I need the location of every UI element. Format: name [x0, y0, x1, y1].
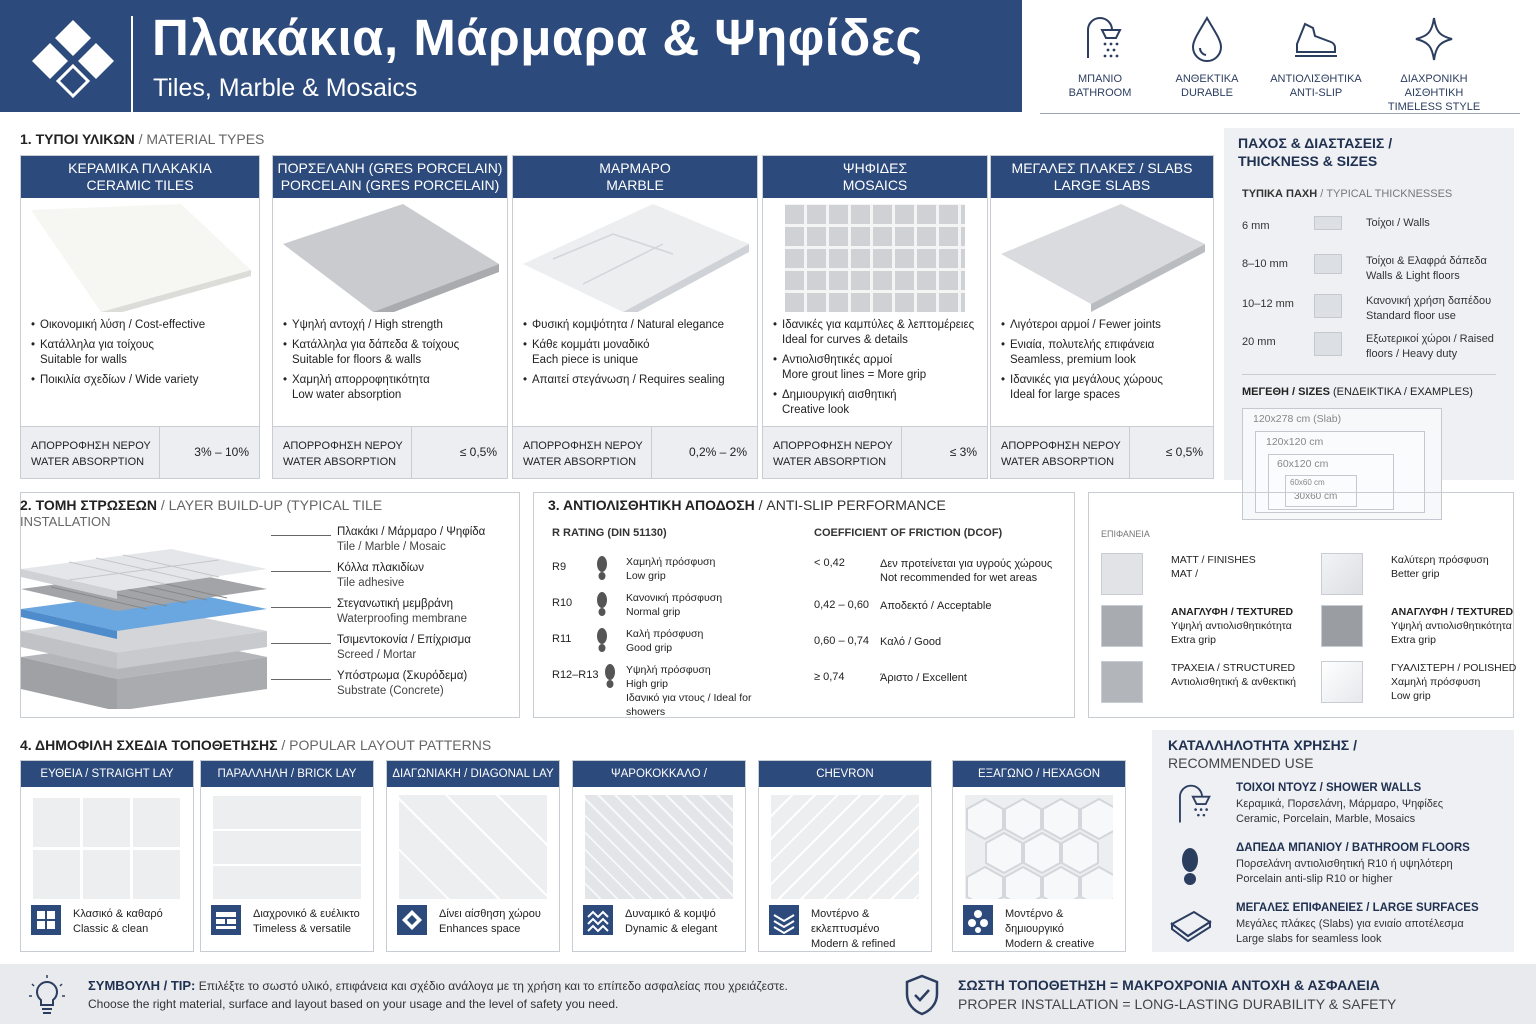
- sparkle-icon: [1412, 14, 1456, 64]
- card-header: ΜΑΡΜΑΡΟ MARBLE: [513, 156, 757, 198]
- absorption-value: ≤ 3%: [949, 445, 977, 459]
- grid-icon: [31, 905, 61, 935]
- layer-label-screed: Τσιμεντοκονία / Επίχρισμα Screed / Mortar: [337, 634, 471, 661]
- absorption-footer: ΑΠΟΡΡΟΦΗΣΗ ΝΕΡΟΥ WATER ABSORPTION 0,2% – 2%: [513, 426, 757, 478]
- footprint-icon: [602, 663, 618, 689]
- section-title-layouts: 4. ΔΗΜΟΦΙΛΗ ΣΧΕΔΙΑ ΤΟΠΟΘΕΤΗΣΗΣ / POPULAR LAYOUT PATTERNS: [20, 737, 492, 753]
- chevron-icon: [769, 905, 799, 935]
- installation-slogan-en: PROPER INSTALLATION = LONG-LASTING DURABILITY & SAFETY: [958, 996, 1397, 1012]
- shield-check-icon: [904, 974, 940, 1016]
- shower-icon: [1078, 14, 1122, 64]
- layout-patterns-row: [20, 760, 1140, 952]
- layer-label-substrate: Υπόστρωμα (Σκυρόδεμα) Substrate (Concrete): [337, 670, 468, 697]
- card-header: ΚΕΡΑΜΙΚΑ ΠΛΑΚΑΚΙΑ CERAMIC TILES: [21, 156, 259, 198]
- page-title: Πλακάκια, Μάρμαρα & Ψηφίδες: [152, 9, 923, 66]
- footprint-icon: [594, 555, 610, 581]
- diamond-icon: [397, 905, 427, 935]
- large-slab-image: [1001, 204, 1205, 312]
- footprint-icon: [594, 591, 610, 617]
- footer-bar: [0, 964, 1536, 1024]
- card-bullets: • Λιγότεροι αρμοί / Fewer joints • Ενιαία, πολυτελής επιφάνεια Seamless, premium look • Ιδανικές για μεγάλους χώρους Ideal for large spaces: [1001, 318, 1207, 408]
- footprint-icon: [1168, 842, 1214, 888]
- panel-title: ΚΑΤΑΛΛΗΛΟΤΗΤΑ ΧΡΗΣΗΣ / RECOMMENDED USE: [1168, 737, 1357, 771]
- material-card-porcelain: [272, 155, 508, 479]
- leader-line: [271, 679, 331, 680]
- feature-antislip: ΑΝΤΙΟΛΙΣΘΗΤΙΚΑ ANTI-SLIP: [1261, 14, 1371, 100]
- herringbone-icon: [583, 905, 613, 935]
- mosaic-grid-image: [785, 204, 965, 312]
- size-box-60x60: 60x60 cm 30x60 cm: [1285, 475, 1357, 507]
- shoe-icon: [1291, 14, 1341, 64]
- recommended-use-panel: ΚΑΤΑΛΛΗΛΟΤΗΤΑ ΧΡΗΣΗΣ / RECOMMENDED USE ΤΟΙΧΟΙ ΝΤΟΥΖ / SHOWER WALLS Κεραμικά, Πορσελάνη, Μάρμαρο, Ψηφίδες Ceramic, Porcelain, Marble, Mosaics ΔΑΠΕΔΑ ΜΠΑΝΙΟΥ / BATHROOM FLOORS Πορσελάνη αντιολισθητική R10 ή υψηλότερη Porcelain anti-slip R10 or higher ΜΕΓΑΛΕΣ ΕΠΙΦΑΝΕΙΕΣ / LARGE SURFACES Μεγάλες πλάκες (Slabs) για ενιαίο αποτέλεσμα Large slabs for seamless look: [1152, 730, 1514, 952]
- page-subtitle: Tiles, Marble & Mosaics: [153, 74, 418, 102]
- tile-logo-icon: [28, 18, 118, 98]
- slab-icon: [1168, 902, 1214, 948]
- leader-line: [271, 571, 331, 572]
- layer-label-adhesive: Κόλλα πλακιδίων Tile adhesive: [337, 562, 425, 589]
- feature-timeless: ΔΙΑΧΡΟΝΙΚΗ ΑΙΣΘΗΤΙΚΗ TIMELESS STYLE: [1374, 14, 1494, 114]
- leader-line: [271, 643, 331, 644]
- header-divider: [131, 16, 133, 112]
- dcof-header: COEFFICIENT OF FRICTION (DCOF): [814, 527, 1003, 539]
- section-title-layers: 2. ΤΟΜΗ ΣΤΡΩΣΕΩΝ / LAYER BUILD-UP (TYPICAL TILE INSTALLATION: [20, 497, 383, 529]
- absorption-footer: ΑΠΟΡΡΟΦΗΣΗ ΝΕΡΟΥ WATER ABSORPTION ≤ 0,5%: [991, 426, 1213, 478]
- card-bullets: • Οικονομική λύση / Cost-effective • Κατάλληλα για τοίχους Suitable for walls • Ποικιλία σχεδίων / Wide variety: [31, 318, 253, 393]
- size-box-slab: 120x278 cm (Slab) 120x120 cm 60x120 cm 60x60 cm 30x60 cm: [1242, 408, 1442, 520]
- tip-text-en: Choose the right material, surface and layout based on your usage and the level of safety you need.: [88, 997, 619, 1011]
- feature-bathroom: ΜΠΑΝΙΟ BATHROOM: [1045, 14, 1155, 100]
- absorption-footer: ΑΠΟΡΡΟΦΗΣΗ ΝΕΡΟΥ WATER ABSORPTION 3% – 10%: [21, 426, 259, 478]
- shower-icon: [1168, 782, 1214, 828]
- thickness-row: 8–10 mm Τοίχοι & Ελαφρά δάπεδα Walls & Light floors: [1242, 255, 1487, 282]
- size-box-60x120: 60x120 cm 60x60 cm 30x60 cm: [1268, 454, 1394, 510]
- absorption-value: ≤ 0,5%: [459, 445, 497, 459]
- thickness-row: 10–12 mm Κανονική χρήση δαπέδου Standard floor use: [1242, 295, 1492, 322]
- layer-label-membrane: Στεγανωτική μεμβράνη Waterproofing membrane: [337, 598, 467, 625]
- leader-line: [271, 535, 331, 536]
- porcelain-tile-image: [283, 204, 499, 312]
- material-card-marble: [512, 155, 758, 479]
- layer-buildup-diagram: [21, 529, 281, 709]
- leader-line: [271, 607, 331, 608]
- r-rating-header: R RATING (DIN 51130): [552, 527, 667, 539]
- finishes-label: ΕΠΙΦΑΝΕΙΑ: [1101, 529, 1150, 539]
- water-drop-icon: [1185, 14, 1229, 64]
- hexagon-icon: [963, 905, 993, 935]
- ceramic-tile-image: [31, 204, 251, 312]
- footprint-icon: [594, 627, 610, 653]
- card-bullets: • Υψηλή αντοχή / High strength • Κατάλληλα για δάπεδα & τοίχους Suitable for floors & walls • Χαμηλή απορροφητικότητα Low water absorption: [283, 318, 501, 408]
- surface-finishes-panel: ΕΠΙΦΑΝΕΙΑ MATT / FINISHES ΜΑΤ / Καλύτερη πρόσφυση Better grip ΑΝΑΓΛΥΦΗ / TEXTURED Υψηλή αντιολισθητικότητα Extra grip ΑΝΑΓΛΥΦΗ / TEXTURED Υψηλή αντιολισθητικότητα Extra grip ΤΡΑΧΕΙΑ / STRUCTURED Αντιολισθητική & ανθεκτική ΓΥΑΛΙΣΤΕΡΗ / POLISHED Χαμηλή πρόσφυση Low grip: [1088, 492, 1514, 718]
- thickness-subtitle: ΤΥΠΙΚΑ ΠΑΧΗ / TYPICAL THICKNESSES: [1242, 188, 1453, 200]
- thickness-row: 6 mm Τοίχοι / Walls: [1242, 217, 1430, 232]
- layer-label-tile: Πλακάκι / Μάρμαρο / Ψηφίδα Tile / Marble / Mosaic: [337, 526, 486, 553]
- card-header: ΠΟΡΣΕΛΑΝΗ (GRES PORCELAIN) PORCELAIN (GRES PORCELAIN): [273, 156, 507, 198]
- absorption-value: 0,2% – 2%: [688, 445, 747, 459]
- material-card-slabs: [990, 155, 1214, 479]
- installation-slogan: ΣΩΣΤΗ ΤΟΠΟΘΕΤΗΣΗ = ΜΑΚΡΟΧΡΟΝΙΑ ΑΝΤΟΧΗ & ΑΣΦΑΛΕΙΑ: [958, 977, 1380, 993]
- thickness-row: 20 mm Εξωτερικοί χώροι / Raised floors / Heavy duty: [1242, 333, 1494, 360]
- layout-chevron: CHEVRON Μοντέρνο & εκλεπτυσμένο Modern & refined: [758, 760, 932, 952]
- absorption-footer: ΑΠΟΡΡΟΦΗΣΗ ΝΕΡΟΥ WATER ABSORPTION ≤ 3%: [763, 426, 987, 478]
- size-box-120x120: 120x120 cm 60x120 cm 60x60 cm 30x60 cm: [1255, 431, 1425, 513]
- absorption-value: 3% – 10%: [194, 445, 249, 459]
- layout-hexagon: ΕΞΑΓΩΝΟ / HEXAGON Μοντέρνο & δημιουργικό Modern & creative: [952, 760, 1126, 952]
- layout-diagonal: ΔΙΑΓΩΝΙΑΚΗ / DIAGONAL LAY Δίνει αίσθηση χώρου Enhances space: [386, 760, 560, 952]
- brick-icon: [211, 905, 241, 935]
- sizes-subtitle: ΜΕΓΕΘΗ / SIZES (ΕΝΔΕΙΚΤΙΚΑ / EXAMPLES): [1242, 386, 1473, 398]
- material-card-mosaics: [762, 155, 988, 479]
- thickness-sizes-panel: [1224, 128, 1514, 502]
- card-bullets: • Ιδανικές για καμπύλες & λεπτομέρειες Ideal for curves & details • Αντιολισθητικές αρμοί More grout lines = More grip • Δημιουργική αισθητική Creative look: [773, 318, 981, 423]
- marble-slab-image: [523, 204, 749, 312]
- feature-underline: [1040, 113, 1520, 114]
- tip-text: ΣΥΜΒΟΥΛΗ / TIP: Επιλέξτε το σωστό υλικό, επιφάνεια και σχέδιο ανάλογα με τη χρήση και το επίπεδο ασφαλείας που χρειάζεστε.: [88, 978, 788, 993]
- card-header: ΜΕΓΑΛΕΣ ΠΛΑΚΕΣ / SLABS LARGE SLABS: [991, 156, 1213, 198]
- lightbulb-icon: [28, 974, 66, 1016]
- layout-straight: ΕΥΘΕΙΑ / STRAIGHT LAY Κλασικό & καθαρό Classic & clean: [20, 760, 194, 952]
- panel-title: ΠΑΧΟΣ & ΔΙΑΣΤΑΣΕΙΣ / THICKNESS & SIZES: [1238, 135, 1393, 169]
- hexagon-pattern-image: [965, 795, 1113, 899]
- absorption-value: ≤ 0,5%: [1165, 445, 1203, 459]
- card-header: ΨΗΦΙΔΕΣ MOSAICS: [763, 156, 987, 198]
- antislip-panel: 3. ΑΝΤΙΟΛΙΣΘΗΤΙΚΗ ΑΠΟΔΟΣΗ / ANTI-SLIP PERFORMANCE R RATING (DIN 51130) COEFFICIENT OF FRICTION (DCOF) R9 Χαμηλή πρόσφυση Low grip R10 Κανονική πρόσφυση Normal grip R11 Καλή πρόσφυση Good grip R12–R13 Υψηλή πρόσφυση High grip Ιδανικό για ντους / Ideal for showers < 0,42 Δεν προτείνεται για υγρούς χώρους Not recommended for wet areas 0,42 – 0,60 Αποδεκτό / Acceptable 0,60 – 0,74 Καλό / Good ≥ 0,74 Άριστο / Excellent: [533, 492, 1075, 718]
- layout-herringbone: ΨΑΡΟΚΟΚΚΑΛΟ / Δυναμικό & κομψό Dynamic & elegant: [572, 760, 746, 952]
- card-bullets: • Φυσική κομψότητα / Natural elegance • Κάθε κομμάτι μοναδικό Each piece is unique • Απαιτεί στεγάνωση / Requires sealing: [523, 318, 751, 393]
- section-title-antislip: 3. ΑΝΤΙΟΛΙΣΘΗΤΙΚΗ ΑΠΟΔΟΣΗ / ANTI-SLIP PERFORMANCE: [548, 497, 946, 513]
- section-title-materials: 1. ΤΥΠΟΙ ΥΛΙΚΩΝ / MATERIAL TYPES: [20, 131, 265, 147]
- absorption-footer: ΑΠΟΡΡΟΦΗΣΗ ΝΕΡΟΥ WATER ABSORPTION ≤ 0,5%: [273, 426, 507, 478]
- layout-brick: ΠΑΡΑΛΛΗΛΗ / BRICK LAY Διαχρονικό & ευέλικτο Timeless & versatile: [200, 760, 374, 952]
- material-card-ceramic: [20, 155, 260, 479]
- feature-durable: ΑΝΘΕΚΤΙΚΑ DURABLE: [1152, 14, 1262, 100]
